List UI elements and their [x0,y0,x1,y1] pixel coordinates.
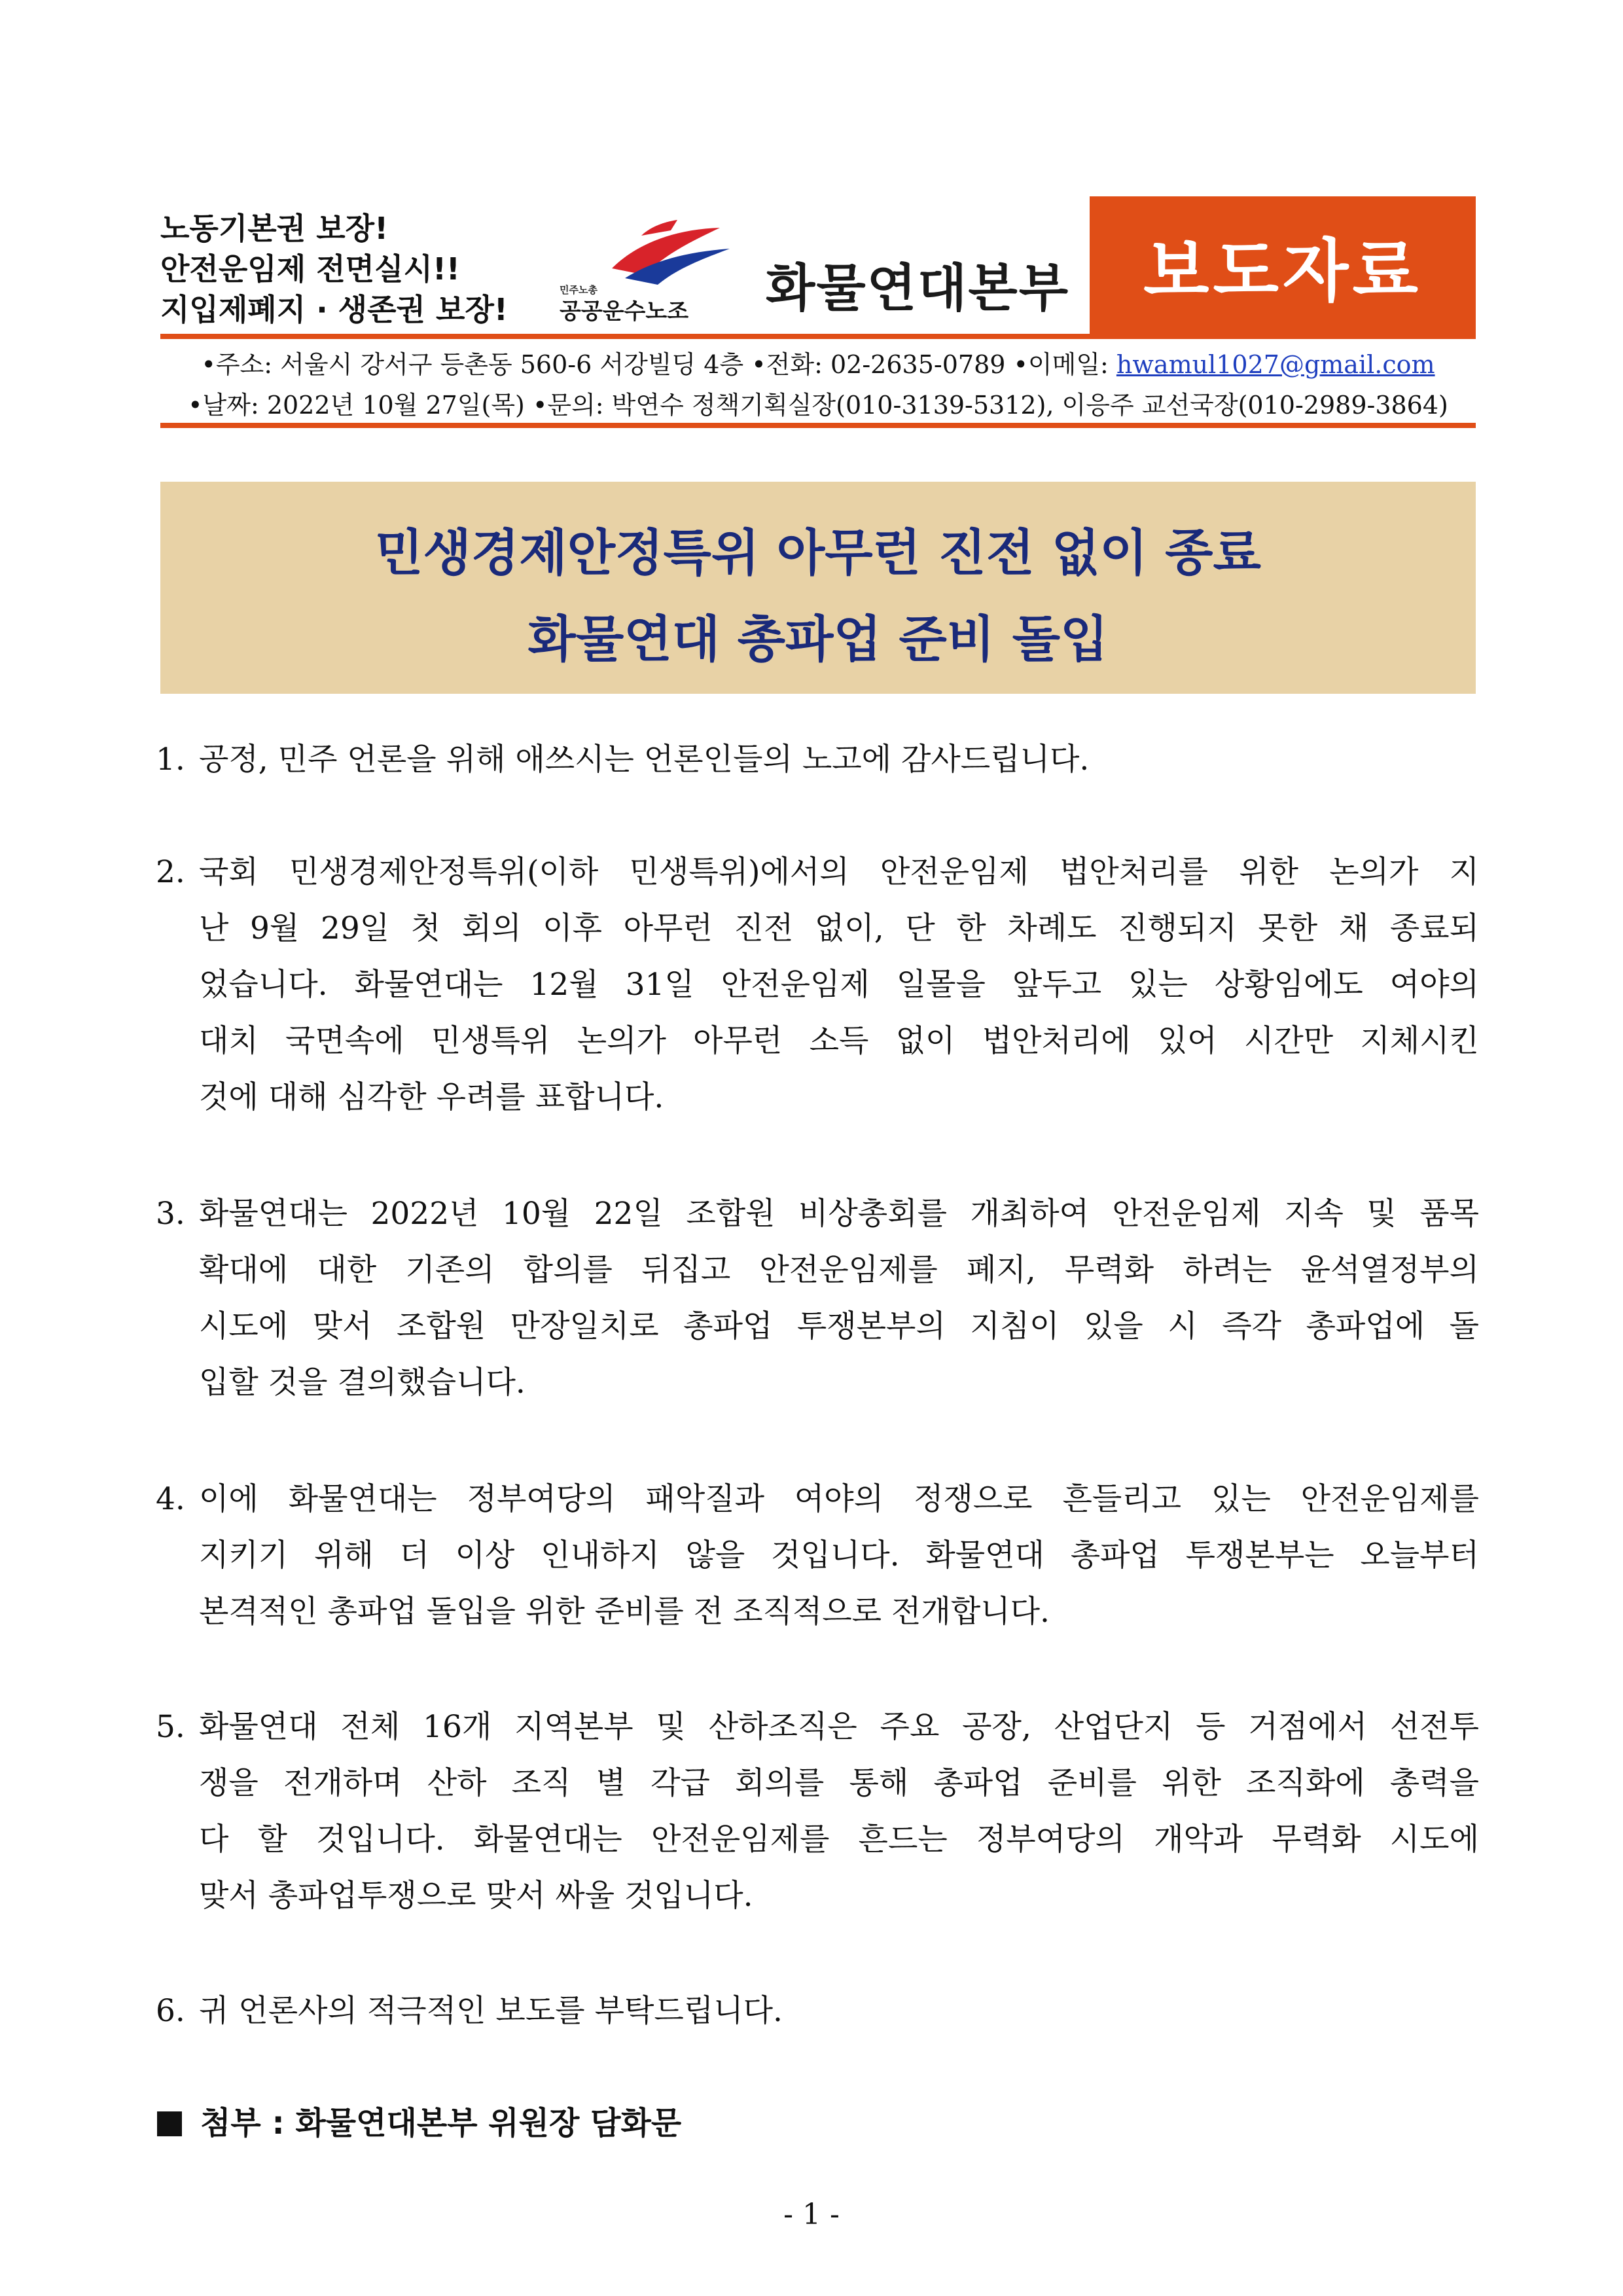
paragraph-number: 4. [156,1481,185,1517]
slogan-2: 안전운임제 전면실시!! [160,251,460,287]
paragraph-line: 화물연대 전체 16개 지역본부 및 산하조직은 주요 공장, 산업단지 등 거점에서 선전투 [199,1709,1479,1745]
paragraph-number: 1. [156,742,185,778]
slogan-3: 지입제폐지 · 생존권 보장! [160,292,508,327]
paragraph-line: 지키기 위해 더 이상 인내하지 않을 것입니다. 화물연대 총파업 투쟁본부는 오늘부터 [199,1537,1479,1573]
contact-line-2: •날짜: 2022년 10월 27일(목) •문의: 박연수 정책기획실장(010-3139-5312), 이응주 교선국장(010-2989-3864) [188,391,1448,420]
paragraph-line: 난 9월 29일 첫 회의 이후 아무런 진전 없이, 단 한 차례도 진행되지 못한 채 종료되 [199,910,1479,946]
slogans [160,208,553,330]
paragraph-line: 쟁을 전개하며 산하 조직 별 각급 회의를 통해 총파업 준비를 위한 조직화에 총력을 [199,1765,1479,1801]
paragraph-2 [156,844,1479,1126]
contact-line-1 [160,344,1476,380]
paragraph-line: 귀 언론사의 적극적인 보도를 부탁드립니다. [199,1993,783,2029]
union-logo [560,216,743,325]
press-label: 보도자료 [1143,231,1422,311]
press-release-badge [1090,196,1476,334]
letterhead [160,196,1476,334]
paragraph-line: 확대에 대한 기존의 합의를 뒤집고 안전운임제를 폐지, 무력화 하려는 윤석열정부의 [199,1252,1479,1288]
header-divider-top [160,334,1476,339]
paragraph-line: 시도에 맞서 조합원 만장일치로 총파업 투쟁본부의 지침이 있을 시 즉각 총파업에 돌 [199,1308,1479,1344]
paragraph-line: 이에 화물연대는 정부여당의 패악질과 여야의 정쟁으로 흔들리고 있는 안전운임제를 [199,1481,1479,1517]
paragraph-line: 맞서 총파업투쟁으로 맞서 싸울 것입니다. [199,1878,753,1914]
paragraph-1 [156,732,1479,788]
paragraph-4 [156,1471,1479,1640]
page-number: - 1 - [783,2198,840,2231]
paragraph-number: 5. [156,1709,185,1745]
black-square-icon [157,2111,182,2136]
paragraph-5 [156,1699,1479,1924]
attachment-text: 첨부 : 화물연대본부 위원장 담화문 [200,2105,682,2142]
attachment-note [157,2098,681,2143]
headline-line-1: 민생경제안정특위 아무런 진전 없이 종료 [375,524,1261,582]
paragraph-line: 것에 대해 심각한 우려를 표합니다. [199,1079,664,1115]
paragraph-line: 다 할 것입니다. 화물연대는 안전운임제를 흔드는 정부여당의 개악과 무력화 시도에 [199,1821,1479,1857]
headline-line-2: 화물연대 총파업 준비 돌입 [527,610,1109,668]
paragraph-number: 6. [156,1993,185,2029]
slogan-1: 노동기본권 보장! [160,211,389,246]
email-link[interactable]: hwamul1027@gmail.com [1116,350,1435,379]
logo-small-text: 민주노총 [560,284,597,296]
wave-logo-icon [605,216,736,288]
paragraph-line: 본격적인 총파업 돌입을 위한 준비를 전 조직적으로 전개합니다. [199,1594,1050,1630]
org-name: 화물연대본부 [766,259,1070,318]
header-divider-bottom [160,423,1476,428]
logo-name: 공공운수노조 [560,298,689,325]
paragraph-number: 3. [156,1196,185,1232]
paragraph-line: 었습니다. 화물연대는 12월 31일 안전운임제 일몰을 앞두고 있는 상황임에도 여야의 [199,967,1479,1003]
paragraph-line: 대치 국면속에 민생특위 논의가 아무런 소득 없이 법안처리에 있어 시간만 지체시킨 [199,1023,1479,1059]
paragraph-6 [156,1983,1479,2039]
headline-box [160,482,1476,694]
paragraph-line: 입할 것을 결의했습니다. [199,1365,526,1401]
paragraph-line: 화물연대는 2022년 10월 22일 조합원 비상총회를 개최하여 안전운임제 지속 및 품목 [199,1196,1479,1232]
paragraph-3 [156,1186,1479,1411]
paragraph-line: 국회 민생경제안정특위(이하 민생특위)에서의 안전운임제 법안처리를 위한 논의가 지 [199,854,1479,890]
address-text: •주소: 서울시 강서구 등촌동 560-6 서강빌딩 4층 •전화: 02-2635-0789 •이메일: [201,350,1116,379]
paragraph-number: 2. [156,854,185,890]
paragraph-line: 공정, 민주 언론을 위해 애쓰시는 언론인들의 노고에 감사드립니다. [199,742,1090,778]
